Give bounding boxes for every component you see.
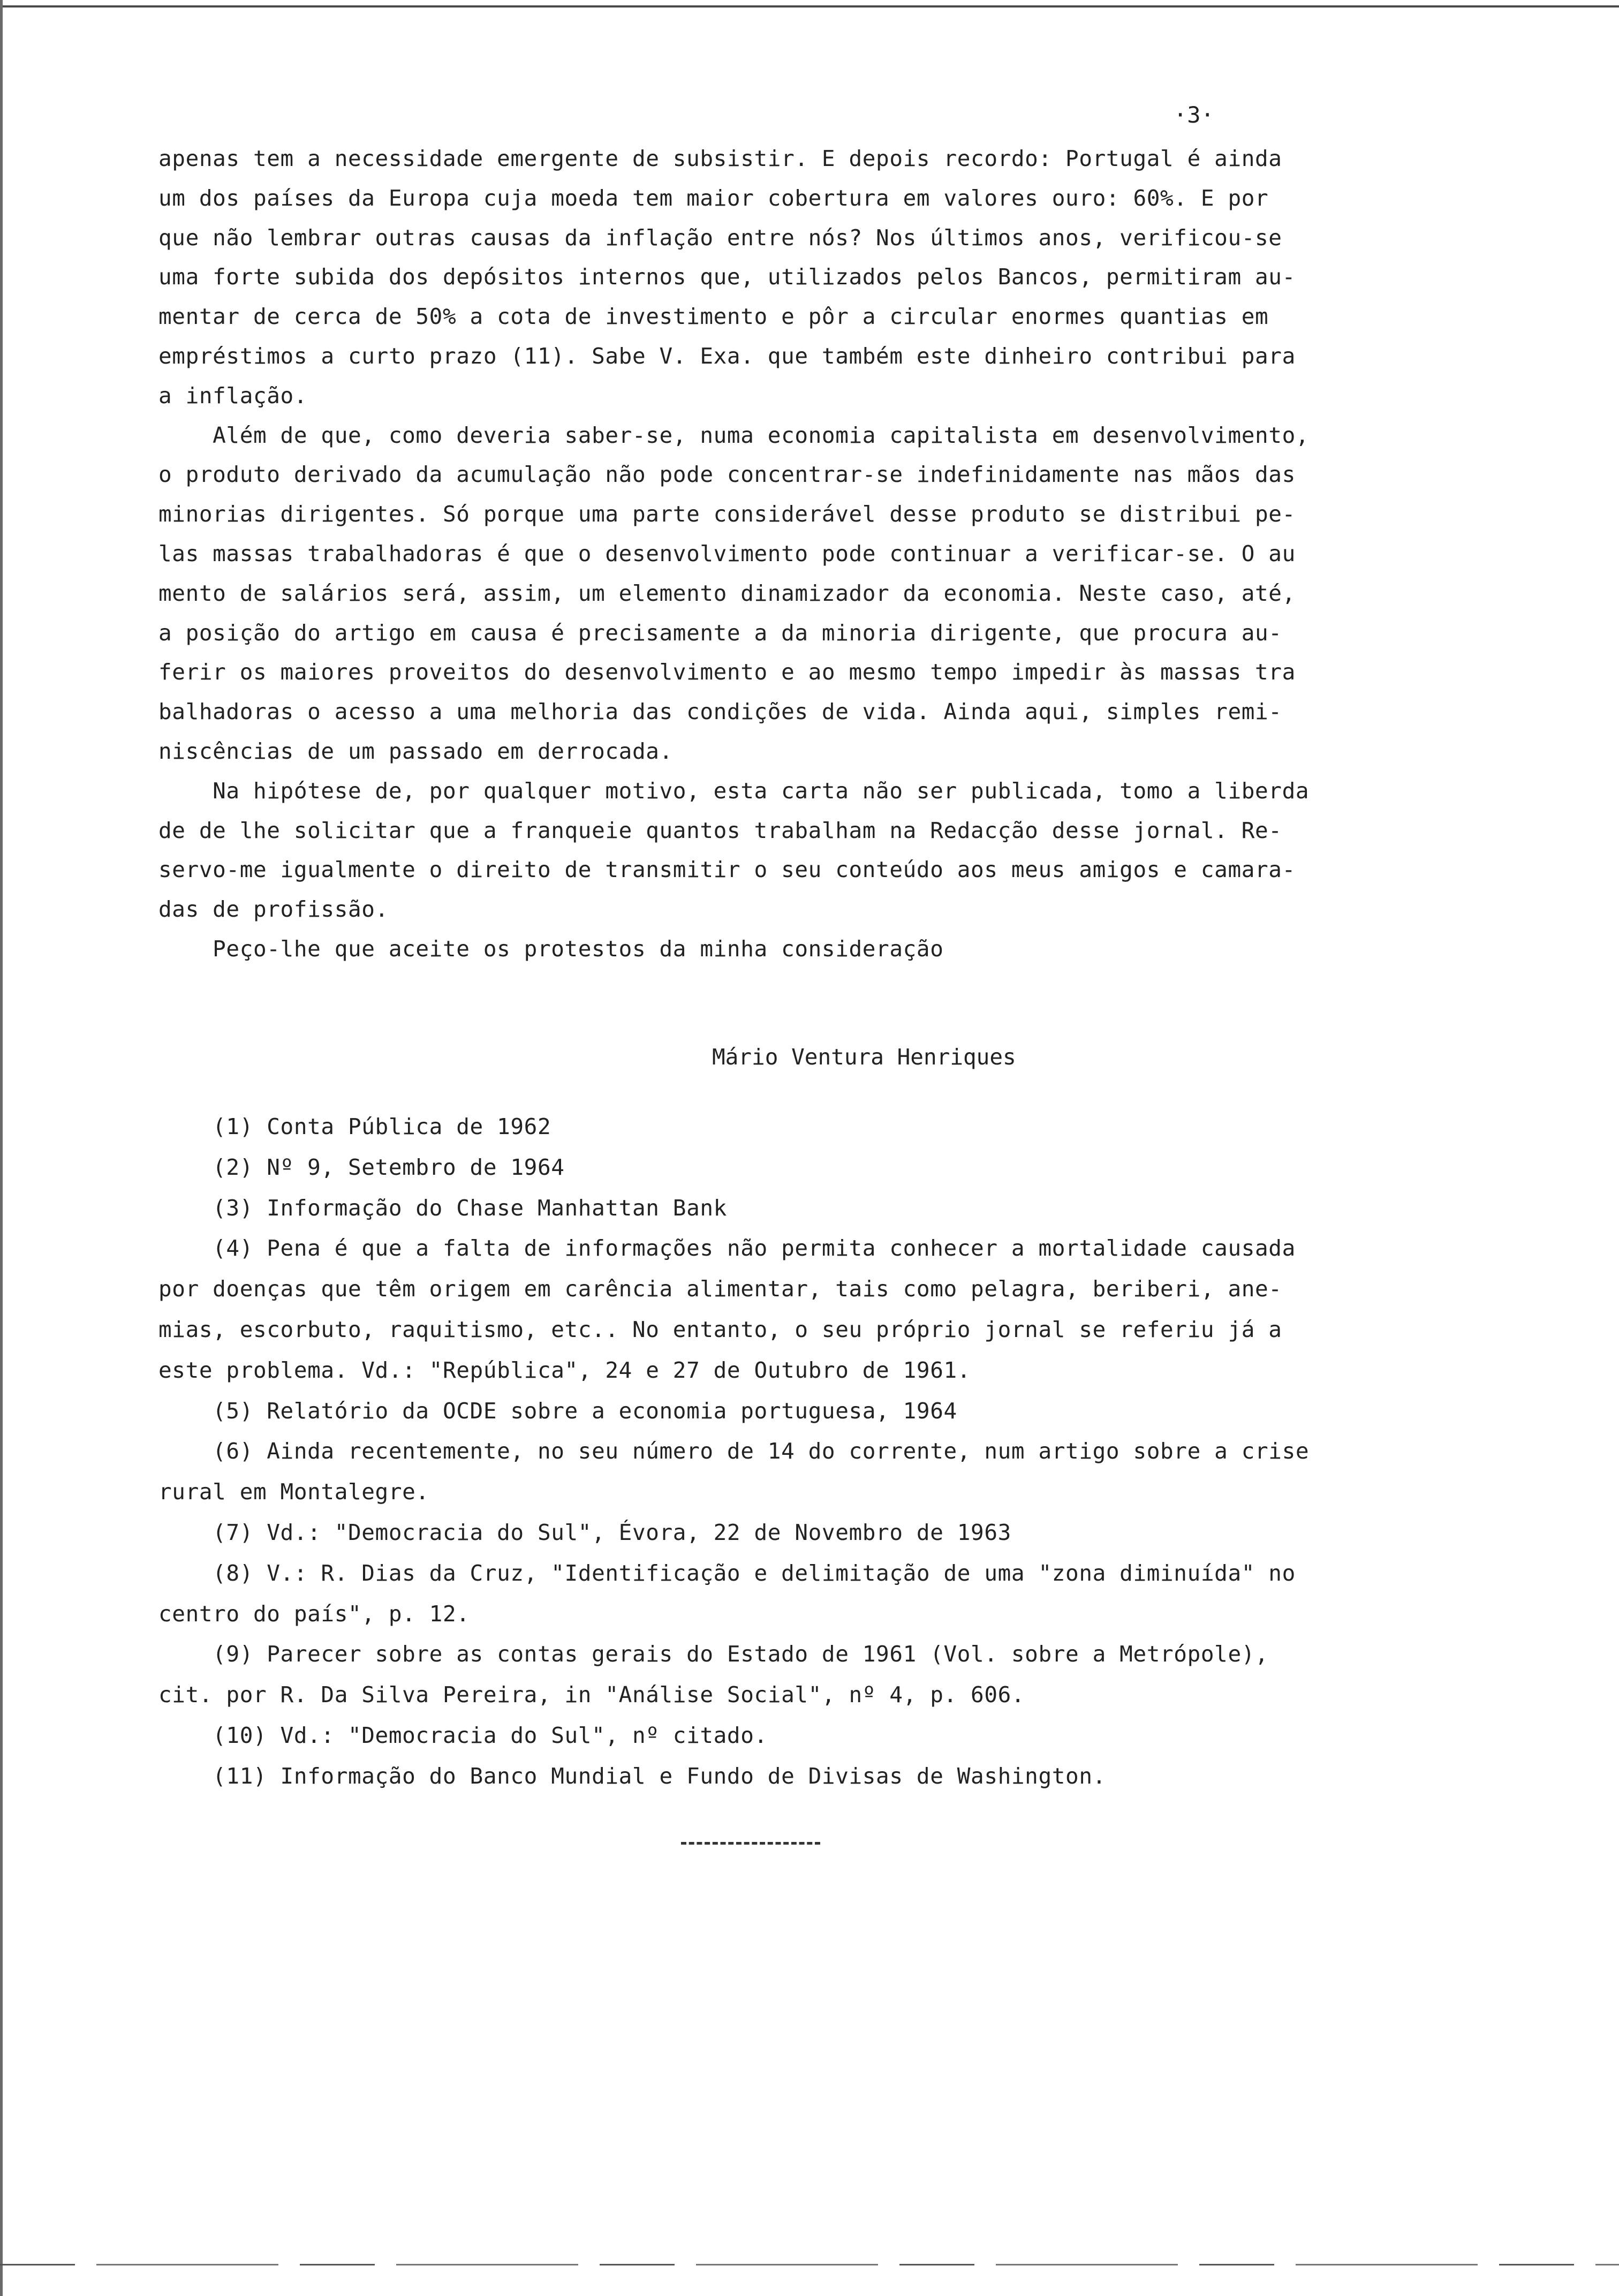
footnote-line: (1) Conta Pública de 1962 — [158, 1114, 551, 1139]
body-line: balhadoras o acesso a uma melhoria das condições de vida. Ainda aqui, simples remi- — [158, 699, 1282, 725]
end-rule — [681, 1842, 820, 1845]
body-line: Peço-lhe que aceite os protestos da minha consideração — [158, 936, 944, 962]
body-line: que não lembrar outras causas da inflação entre nós? Nos últimos anos, verificou-se — [158, 224, 1282, 251]
footnote-line: (6) Ainda recentemente, no seu número de 14 do corrente, num artigo sobre a crise — [158, 1438, 1310, 1464]
body-line: Na hipótese de, por qualquer motivo, esta carta não ser publicada, tomo a liberda — [158, 777, 1310, 804]
footnote-line: (2) Nº 9, Setembro de 1964 — [158, 1154, 565, 1180]
body-line: niscências de um passado em derrocada. — [158, 738, 673, 764]
footnote-line: centro do país", p. 12. — [158, 1600, 470, 1627]
footnote-line: mias, escorbuto, raquitismo, etc.. No entanto, o seu próprio jornal se referiu já a — [158, 1317, 1282, 1342]
footnote-line: este problema. Vd.: "República", 24 e 27 de Outubro de 1961. — [158, 1357, 971, 1383]
body-line: uma forte subida dos depósitos internos que, utilizados pelos Bancos, permitiram au- — [158, 264, 1296, 290]
footnote-line: (4) Pena é que a falta de informações não permita conhecer a mortalidade causada — [158, 1235, 1296, 1262]
body-line: empréstimos a curto prazo (11). Sabe V. Exa. que também este dinheiro contribui para — [158, 343, 1296, 369]
footnote-line: (9) Parecer sobre as contas gerais do Estado de 1961 (Vol. sobre a Metrópole), — [158, 1641, 1269, 1667]
body-line: mentar de cerca de 50% a cota de investimento e pôr a circular enormes quantias em — [158, 304, 1269, 330]
body-line: mento de salários será, assim, um elemento dinamizador da economia. Neste caso, até, — [158, 580, 1296, 606]
scan-top-edge — [0, 5, 1619, 7]
footnote-line: (11) Informação do Banco Mundial e Fundo de Divisas de Washington. — [158, 1763, 1106, 1789]
body-line: las massas trabalhadoras é que o desenvolvimento pode continuar a verificar-se. O au — [158, 541, 1296, 567]
body-line: servo-me igualmente o direito de transmitir o seu conteúdo aos meus amigos e camara- — [158, 857, 1296, 883]
body-line: a inflação. — [158, 382, 308, 409]
footnote-line: por doenças que têm origem em carência alimentar, tais como pelagra, beriberi, ane- — [158, 1276, 1282, 1302]
body-line: minorias dirigentes. Só porque uma parte considerável desse produto se distribui pe- — [158, 501, 1296, 527]
scan-left-edge — [0, 0, 3, 2296]
scan-bottom-edge — [0, 2264, 1619, 2265]
footnote-line: (10) Vd.: "Democracia do Sul", nº citado. — [158, 1723, 768, 1748]
body-line: apenas tem a necessidade emergente de subsistir. E depois recordo: Portugal é ainda — [158, 146, 1282, 171]
body-line: das de profissão. — [158, 896, 389, 923]
footnote-line: (8) V.: R. Dias da Cruz, "Identificação e delimitação de uma "zona diminuída" no — [158, 1560, 1296, 1586]
body-line: Além de que, como deveria saber-se, numa economia capitalista em desenvolvimento, — [158, 422, 1310, 448]
body-line: um dos países da Europa cuja moeda tem maior cobertura em valores ouro: 60%. E por — [158, 185, 1269, 211]
footnote-line: rural em Montalegre. — [158, 1479, 429, 1505]
body-line: o produto derivado da acumulação não pode concentrar-se indefinidamente nas mãos das — [158, 462, 1296, 488]
footnote-line: (5) Relatório da OCDE sobre a economia portuguesa, 1964 — [158, 1398, 957, 1424]
footnote-line: (3) Informação do Chase Manhattan Bank — [158, 1195, 727, 1221]
footnote-line: (7) Vd.: "Democracia do Sul", Évora, 22 de Novembro de 1963 — [158, 1520, 1011, 1545]
page-number: ·3· — [1174, 102, 1214, 128]
body-line: de de lhe solicitar que a franqueie quantos trabalham na Redacção desse jornal. Re- — [158, 817, 1282, 843]
footnote-line: cit. por R. Da Silva Pereira, in "Análise Social", nº 4, p. 606. — [158, 1682, 1025, 1708]
body-line: a posição do artigo em causa é precisamente a da minoria dirigente, que procura au- — [158, 620, 1282, 646]
body-line: ferir os maiores proveitos do desenvolvimento e ao mesmo tempo impedir às massas tra — [158, 659, 1296, 685]
signature: Mário Ventura Henriques — [712, 1044, 1016, 1070]
